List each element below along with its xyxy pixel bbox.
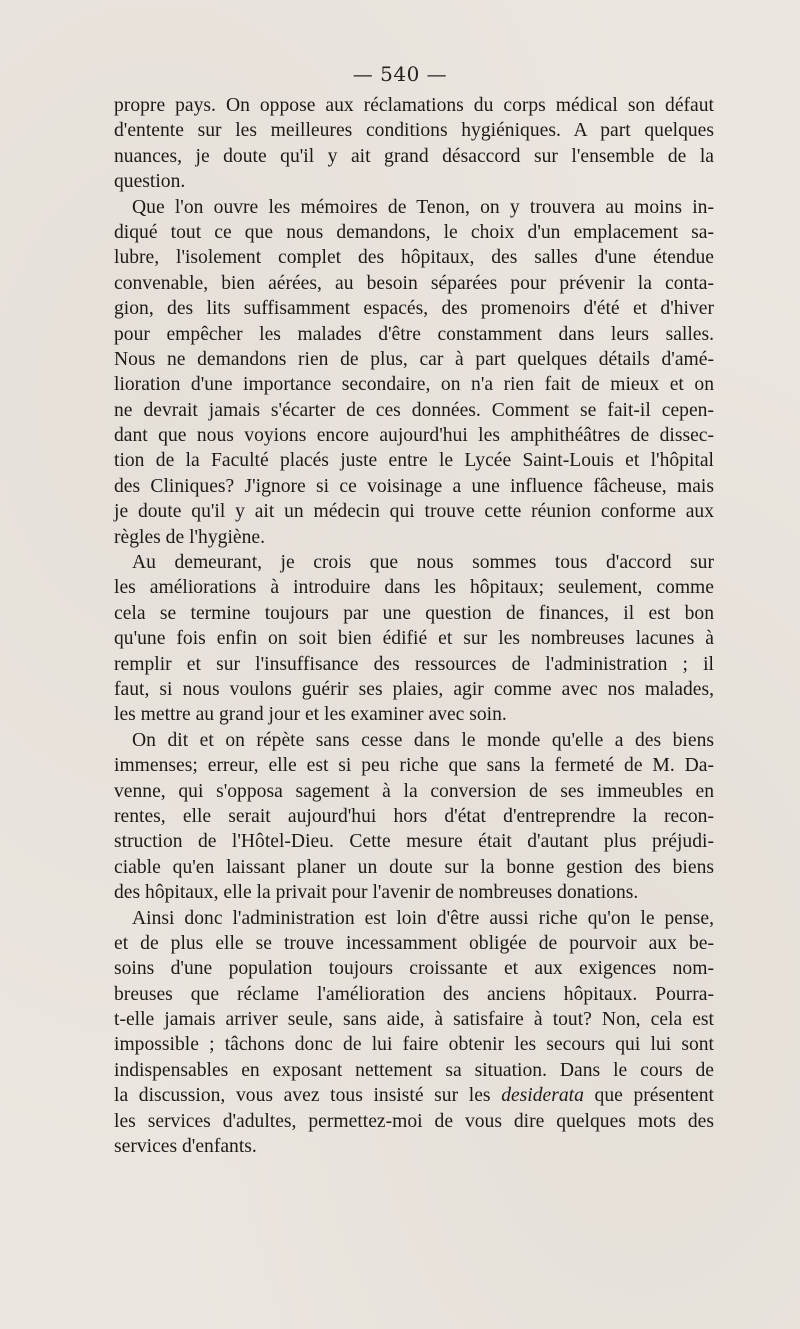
text-line: les améliorations à introduire dans les hôpitaux; seulement, comme <box>114 577 714 599</box>
text-line: struction de l'Hôtel-Dieu. Cette mesure était d'autant plus préjudi- <box>114 831 714 853</box>
text-line: indispensables en exposant nettement sa situation. Dans le cours de <box>114 1059 714 1081</box>
text-line: nuances, je doute qu'il y ait grand désaccord sur l'ensemble de la <box>114 145 714 167</box>
text-line: les services d'adultes, permettez-moi de vous dire quelques mots des <box>114 1110 714 1132</box>
text-line: je doute qu'il y ait un médecin qui trouve cette réunion conforme aux <box>114 501 714 523</box>
text-line: immenses; erreur, elle est si peu riche que sans la fermeté de M. Da- <box>114 755 714 777</box>
text-line: impossible ; tâchons donc de lui faire obtenir les secours qui lui sont <box>114 1034 714 1056</box>
page-number: — 540 — <box>352 62 448 86</box>
text-line: tion de la Faculté placés juste entre le Lycée Saint-Louis et l'hôpital <box>114 450 714 472</box>
text-run: que présentent <box>583 1085 714 1107</box>
text-line: règles de l'hygiène. <box>114 526 265 548</box>
text-line: Ainsi donc l'administration est loin d'être aussi riche qu'on le pense, <box>132 907 714 929</box>
text-line: On dit et on répète sans cesse dans le monde qu'elle a des biens <box>132 729 714 751</box>
text-line: Au demeurant, je crois que nous sommes tous d'accord sur <box>132 552 714 574</box>
text-line: diqué tout ce que nous demandons, le choix d'un emplacement sa- <box>114 221 714 243</box>
body-text <box>114 93 714 1159</box>
text-line: ne devrait jamais s'écarter de ces données. Comment se fait-il cepen- <box>114 399 714 421</box>
text-line: rentes, elle serait aujourd'hui hors d'état d'entreprendre la recon- <box>114 805 714 827</box>
text-line: pour empêcher les malades d'être constamment dans leurs salles. <box>114 323 714 345</box>
text-line: cela se termine toujours par une question de finances, il est bon <box>114 602 714 624</box>
text-line: t-elle jamais arriver seule, sans aide, à satisfaire à tout? Non, cela est <box>114 1009 714 1031</box>
text-line: services d'enfants. <box>114 1136 257 1158</box>
text-line <box>114 1083 714 1108</box>
text-line: soins d'une population toujours croissante et aux exigences nom- <box>114 958 714 980</box>
paragraph <box>114 93 714 195</box>
italic-term: desiderata <box>501 1085 584 1107</box>
text-line: des Cliniques? J'ignore si ce voisinage a une influence fâcheuse, mais <box>114 475 714 497</box>
paragraph <box>114 195 714 550</box>
text-line: question. <box>114 171 186 193</box>
text-line: d'entente sur les meilleures conditions hygiéniques. A part quelques <box>114 120 714 142</box>
text-line: Nous ne demandons rien de plus, car à part quelques détails d'amé- <box>114 348 714 370</box>
paragraph <box>114 906 714 1160</box>
text-run: la discussion, vous avez tous insisté sur les <box>114 1085 502 1107</box>
text-line: ciable qu'en laissant planer un doute sur la bonne gestion des biens <box>114 856 714 878</box>
text-line: dant que nous voyions encore aujourd'hui les amphithéâtres de dissec- <box>114 425 714 447</box>
text-line: propre pays. On oppose aux réclamations du corps médical son défaut <box>114 95 714 116</box>
text-line: lioration d'une importance secondaire, on n'a rien fait de mieux et on <box>114 374 714 396</box>
text-line: gion, des lits suffisamment espacés, des promenoirs d'été et d'hiver <box>114 298 714 320</box>
text-line: lubre, l'isolement complet des hôpitaux, des salles d'une étendue <box>114 247 714 269</box>
paragraph <box>114 550 714 728</box>
text-line: breuses que réclame l'amélioration des anciens hôpitaux. Pourra- <box>114 983 714 1005</box>
text-line: qu'une fois enfin on soit bien édifié et sur les nombreuses lacunes à <box>114 628 714 650</box>
text-line: remplir et sur l'insuffisance des ressources de l'administration ; il <box>114 653 714 675</box>
text-line: Que l'on ouvre les mémoires de Tenon, on y trouvera au moins in- <box>132 196 714 218</box>
text-line: les mettre au grand jour et les examiner avec soin. <box>114 704 507 726</box>
paragraph <box>114 728 714 906</box>
text-line: faut, si nous voulons guérir ses plaies, agir comme avec nos malades, <box>114 678 714 700</box>
text-line: convenable, bien aérées, au besoin séparées pour prévenir la conta- <box>114 272 714 294</box>
text-line: venne, qui s'opposa sagement à la conversion de ses immeubles en <box>114 780 714 802</box>
text-line: des hôpitaux, elle la privait pour l'avenir de nombreuses donations. <box>114 882 639 904</box>
text-line: et de plus elle se trouve incessamment obligée de pourvoir aux be- <box>114 932 714 954</box>
